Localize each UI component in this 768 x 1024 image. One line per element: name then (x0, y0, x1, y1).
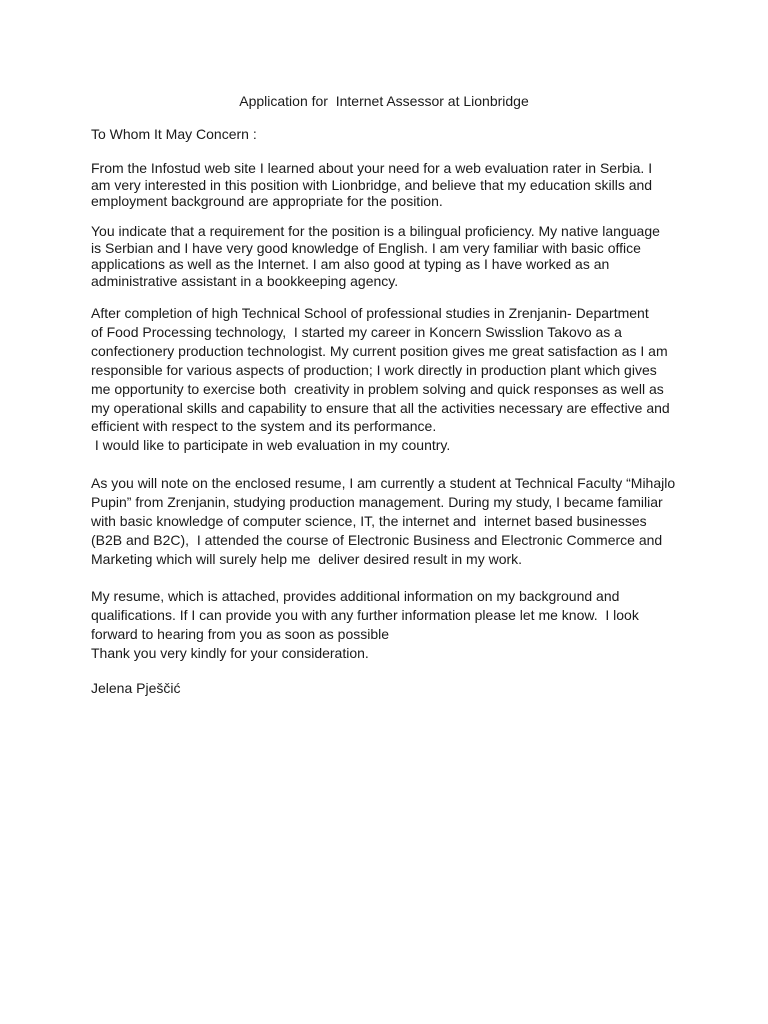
paragraph-2 (91, 223, 691, 289)
paragraph-line: qualifications. If I can provide you with any further information please let me know. I look (91, 606, 639, 623)
paragraph-line: administrative assistant in a bookkeeping agency. (91, 272, 399, 289)
paragraph-line: confectionery production technologist. My current position gives me great satisfaction as I am (91, 342, 668, 359)
paragraph-line: efficient with respect to the system and its performance. (91, 418, 437, 435)
signature (91, 680, 691, 697)
paragraph-line: From the Infostud web site I learned about your need for a web evaluation rater in Serbia. I (91, 160, 653, 176)
paragraph-4 (91, 474, 691, 569)
paragraph-line: my operational skills and capability to ensure that all the activities necessary are effective and (91, 399, 670, 416)
salutation-text: To Whom It May Concern : (91, 126, 257, 142)
paragraph-line: applications as well as the Internet. I am also good at typing as I have worked as an (91, 256, 610, 273)
paragraph-5 (91, 587, 691, 663)
paragraph-line: Marketing which will surely help me deliver desired result in my work. (91, 550, 523, 567)
paragraph-line: employment background are appropriate for the position. (91, 193, 443, 210)
paragraph-line: Thank you very kindly for your consideration. (91, 644, 369, 661)
paragraph-line: with basic knowledge of computer science, IT, the internet and internet based businesses (91, 512, 647, 529)
paragraph-line: of Food Processing technology, I started my career in Koncern Swisslion Takovo as a (91, 323, 622, 340)
salutation (91, 126, 691, 143)
paragraph-line: My resume, which is attached, provides additional information on my background and (91, 588, 620, 604)
paragraph-line: forward to hearing from you as soon as possible (91, 625, 390, 642)
paragraph-line: After completion of high Technical School of professional studies in Zrenjanin- Department (91, 305, 649, 321)
paragraph-line: Pupin” from Zrenjanin, studying production management. During my study, I became familiar (91, 493, 663, 510)
paragraph-1 (91, 160, 691, 210)
paragraph-line: am very interested in this position with Lionbridge, and believe that my education skills and (91, 176, 653, 193)
paragraph-line: responsible for various aspects of production; I work directly in production plant which gives (91, 361, 657, 378)
paragraph-line: You indicate that a requirement for the position is a bilingual proficiency. My native language (91, 223, 660, 239)
paragraph-line: As you will note on the enclosed resume, I am currently a student at Technical Faculty “Mihajlo (91, 475, 676, 491)
signature-name: Jelena Pješčić (91, 680, 181, 696)
paragraph-line: me opportunity to exercise both creativity in problem solving and quick responses as well as (91, 380, 664, 397)
paragraph-line: (B2B and B2C), I attended the course of Electronic Business and Electronic Commerce and (91, 531, 663, 548)
paragraph-3 (91, 304, 691, 455)
letter-title: Application for Internet Assessor at Lionbridge (239, 93, 529, 109)
paragraph-line: I would like to participate in web evaluation in my country. (91, 437, 451, 454)
paragraph-line: is Serbian and I have very good knowledge of English. I am very familiar with basic office (91, 239, 641, 256)
